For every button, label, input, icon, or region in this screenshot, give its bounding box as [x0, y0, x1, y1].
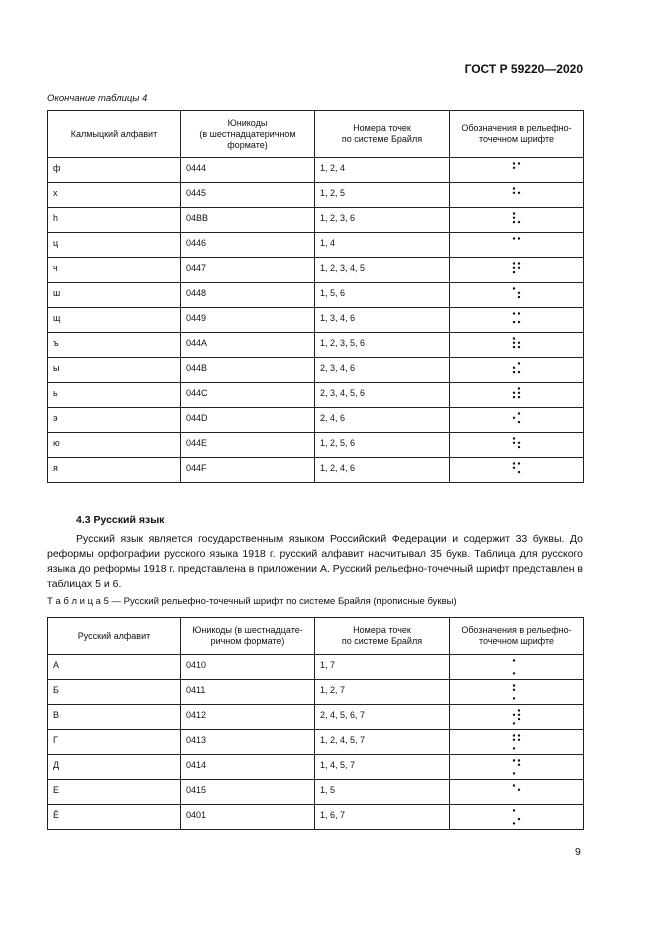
- braille-symbol-cell: [450, 780, 584, 805]
- unicode-cell: 044E: [181, 433, 315, 458]
- braille-dot-7: [512, 747, 514, 749]
- unicode-cell: 0401: [181, 805, 315, 830]
- dots-cell: 1, 2, 4, 6: [315, 458, 450, 483]
- braille-dot-7: [512, 672, 514, 674]
- braille-dot-5: [517, 392, 519, 394]
- braille-dot-5: [517, 192, 519, 194]
- letter-cell: Е: [48, 780, 181, 805]
- unicode-cell: 0411: [181, 680, 315, 705]
- braille-symbol-cell: [450, 730, 584, 755]
- braille-dot-7: [512, 822, 514, 824]
- braille-cell: [511, 286, 523, 304]
- braille-symbol-cell: [450, 755, 584, 780]
- braille-cell: [511, 783, 523, 801]
- section-paragraph: Русский язык является государственным языком Российский Федерации и содержит 33 буквы. До реформы орфографии русского языка 1918 г. русский алфавит насчитывал 35 букв. Таблица для русского языка до реформы 1918 г. представлена в приложении А. Русский рельефно-точечный шрифт представлен в таблицах 5 и 6.: [47, 533, 583, 590]
- braille-symbol-cell: [450, 208, 584, 233]
- braille-dot-7: [512, 697, 514, 699]
- braille-cell: [511, 186, 523, 204]
- dots-cell: 2, 4, 5, 6, 7: [315, 705, 450, 730]
- dots-cell: 2, 3, 4, 5, 6: [315, 383, 450, 408]
- braille-dot-1: [512, 784, 514, 786]
- braille-dot-4: [517, 387, 519, 389]
- letter-cell: х: [48, 183, 181, 208]
- braille-dot-5: [517, 267, 519, 269]
- braille-cell: [511, 386, 523, 404]
- unicode-cell: 0413: [181, 730, 315, 755]
- braille-symbol-cell: [450, 458, 584, 483]
- section-title: 4.3 Русский язык: [76, 514, 165, 526]
- table-row: [48, 358, 584, 383]
- braille-dot-5: [517, 789, 519, 791]
- letter-cell: Д: [48, 755, 181, 780]
- table5-caption: Т а б л и ц а 5 — Русский рельефно-точечный шрифт по системе Брайля (прописные буквы): [47, 596, 457, 607]
- braille-cell: [511, 461, 523, 479]
- page-number: 9: [575, 846, 581, 858]
- braille-dot-4: [517, 362, 519, 364]
- table-row: [48, 158, 584, 183]
- table-row: [48, 183, 584, 208]
- braille-symbol-cell: [450, 705, 584, 730]
- braille-dot-4: [517, 162, 519, 164]
- braille-symbol-cell: [450, 233, 584, 258]
- braille-cell: [511, 436, 523, 454]
- unicode-cell: 0444: [181, 158, 315, 183]
- table-row: [48, 680, 584, 705]
- dots-cell: 1, 2, 5, 6: [315, 433, 450, 458]
- braille-dot-6: [517, 296, 519, 298]
- braille-dot-7: [512, 772, 514, 774]
- braille-dot-4: [517, 237, 519, 239]
- dots-cell: 1, 2, 3, 5, 6: [315, 333, 450, 358]
- braille-cell: [511, 236, 523, 254]
- braille-dot-1: [512, 262, 514, 264]
- dots-cell: 1, 3, 4, 6: [315, 308, 450, 333]
- braille-cell: [511, 758, 523, 776]
- braille-symbol-cell: [450, 333, 584, 358]
- unicode-cell: 0415: [181, 780, 315, 805]
- unicode-cell: 0412: [181, 705, 315, 730]
- dots-cell: 1, 4, 5, 7: [315, 755, 450, 780]
- table-row: [48, 755, 584, 780]
- unicode-cell: 0410: [181, 655, 315, 680]
- letter-cell: я: [48, 458, 181, 483]
- table-row: [48, 433, 584, 458]
- letter-cell: Ё: [48, 805, 181, 830]
- dots-cell: 1, 4: [315, 233, 450, 258]
- letter-cell: Б: [48, 680, 181, 705]
- braille-dot-5: [517, 442, 519, 444]
- column-header: Номера точек по системе Брайля: [315, 111, 450, 158]
- braille-dot-1: [512, 684, 514, 686]
- dots-cell: 2, 3, 4, 6: [315, 358, 450, 383]
- dots-cell: 1, 7: [315, 655, 450, 680]
- letter-cell: ч: [48, 258, 181, 283]
- braille-cell: [511, 658, 523, 676]
- braille-symbol-cell: [450, 408, 584, 433]
- braille-dot-4: [517, 709, 519, 711]
- letter-cell: ш: [48, 283, 181, 308]
- braille-symbol-cell: [450, 308, 584, 333]
- letter-cell: ы: [48, 358, 181, 383]
- braille-dot-6: [517, 371, 519, 373]
- braille-dot-3: [512, 321, 514, 323]
- column-header: Калмыцкий алфавит: [48, 111, 181, 158]
- dots-cell: 1, 2, 7: [315, 680, 450, 705]
- braille-dot-3: [512, 346, 514, 348]
- dots-cell: 1, 2, 5: [315, 183, 450, 208]
- dots-cell: 1, 2, 4: [315, 158, 450, 183]
- braille-dot-2: [512, 167, 514, 169]
- table4-header-row: [48, 111, 584, 158]
- table-row: [48, 258, 584, 283]
- braille-dot-2: [512, 442, 514, 444]
- column-header: Русский алфавит: [48, 618, 181, 655]
- braille-symbol-cell: [450, 805, 584, 830]
- table-row: [48, 208, 584, 233]
- braille-dot-2: [512, 714, 514, 716]
- letter-cell: Г: [48, 730, 181, 755]
- braille-dot-6: [517, 396, 519, 398]
- letter-cell: һ: [48, 208, 181, 233]
- letter-cell: ф: [48, 158, 181, 183]
- braille-dot-1: [512, 337, 514, 339]
- braille-dot-2: [512, 739, 514, 741]
- dots-cell: 1, 6, 7: [315, 805, 450, 830]
- column-header: Юникоды (в шестнадцате- ричном формате): [181, 618, 315, 655]
- column-header: Номера точек по системе Брайля: [315, 618, 450, 655]
- braille-dot-1: [512, 659, 514, 661]
- table-row: [48, 233, 584, 258]
- table-row: [48, 458, 584, 483]
- dots-cell: 1, 2, 4, 5, 7: [315, 730, 450, 755]
- braille-symbol-cell: [450, 655, 584, 680]
- table4-body: [48, 158, 584, 483]
- letter-cell: э: [48, 408, 181, 433]
- document-header: ГОСТ Р 59220—2020: [464, 62, 583, 76]
- column-header: Обозначения в рельефно- точечном шрифте: [450, 618, 584, 655]
- table5-header-row: [48, 618, 584, 655]
- column-header: Юникоды (в шестнадцатеричном формате): [181, 111, 315, 158]
- braille-dot-6: [517, 221, 519, 223]
- braille-dot-1: [512, 462, 514, 464]
- braille-dot-1: [512, 759, 514, 761]
- unicode-cell: 044D: [181, 408, 315, 433]
- table-row: [48, 805, 584, 830]
- braille-cell: [511, 211, 523, 229]
- letter-cell: ц: [48, 233, 181, 258]
- braille-cell: [511, 336, 523, 354]
- table-row: [48, 730, 584, 755]
- braille-dot-4: [517, 312, 519, 314]
- braille-dot-5: [517, 292, 519, 294]
- braille-dot-4: [517, 759, 519, 761]
- braille-dot-4: [517, 462, 519, 464]
- column-header: Обозначения в рельефно- точечном шрифте: [450, 111, 584, 158]
- braille-dot-5: [517, 342, 519, 344]
- braille-dot-3: [512, 396, 514, 398]
- table-row: [48, 383, 584, 408]
- unicode-cell: 0445: [181, 183, 315, 208]
- braille-cell: [511, 311, 523, 329]
- unicode-cell: 044B: [181, 358, 315, 383]
- braille-cell: [511, 808, 523, 826]
- braille-dot-6: [517, 818, 519, 820]
- braille-dot-1: [512, 437, 514, 439]
- braille-dot-2: [512, 217, 514, 219]
- letter-cell: ю: [48, 433, 181, 458]
- braille-dot-6: [517, 446, 519, 448]
- dots-cell: 1, 5: [315, 780, 450, 805]
- braille-dot-2: [512, 392, 514, 394]
- braille-cell: [511, 261, 523, 279]
- braille-symbol-cell: [450, 383, 584, 408]
- table-row: [48, 705, 584, 730]
- braille-symbol-cell: [450, 258, 584, 283]
- braille-dot-4: [517, 262, 519, 264]
- braille-dot-3: [512, 221, 514, 223]
- unicode-cell: 04BB: [181, 208, 315, 233]
- braille-symbol-cell: [450, 358, 584, 383]
- table-row: [48, 333, 584, 358]
- table-row: [48, 655, 584, 680]
- braille-dot-1: [512, 212, 514, 214]
- table-4: [47, 110, 584, 483]
- braille-dot-1: [512, 287, 514, 289]
- braille-symbol-cell: [450, 158, 584, 183]
- unicode-cell: 044A: [181, 333, 315, 358]
- braille-dot-3: [512, 271, 514, 273]
- braille-dot-6: [517, 421, 519, 423]
- braille-dot-1: [512, 237, 514, 239]
- letter-cell: щ: [48, 308, 181, 333]
- braille-dot-6: [517, 718, 519, 720]
- braille-dot-5: [517, 764, 519, 766]
- braille-dot-1: [512, 187, 514, 189]
- letter-cell: ъ: [48, 333, 181, 358]
- table-row: [48, 780, 584, 805]
- braille-dot-2: [512, 417, 514, 419]
- braille-dot-6: [517, 321, 519, 323]
- braille-dot-2: [512, 467, 514, 469]
- braille-dot-4: [517, 412, 519, 414]
- dots-cell: 2, 4, 6: [315, 408, 450, 433]
- braille-cell: [511, 683, 523, 701]
- braille-symbol-cell: [450, 183, 584, 208]
- braille-dot-3: [512, 371, 514, 373]
- dots-cell: 1, 2, 3, 6: [315, 208, 450, 233]
- braille-dot-4: [517, 734, 519, 736]
- dots-cell: 1, 2, 3, 4, 5: [315, 258, 450, 283]
- table5-body: [48, 655, 584, 830]
- braille-dot-1: [512, 809, 514, 811]
- braille-symbol-cell: [450, 433, 584, 458]
- braille-dot-6: [517, 471, 519, 473]
- braille-dot-2: [512, 342, 514, 344]
- letter-cell: В: [48, 705, 181, 730]
- braille-dot-1: [512, 312, 514, 314]
- braille-dot-5: [517, 714, 519, 716]
- braille-cell: [511, 733, 523, 751]
- braille-dot-1: [512, 734, 514, 736]
- unicode-cell: 044F: [181, 458, 315, 483]
- table-row: [48, 308, 584, 333]
- table-row: [48, 408, 584, 433]
- braille-dot-2: [512, 367, 514, 369]
- braille-dot-2: [512, 267, 514, 269]
- braille-cell: [511, 708, 523, 726]
- unicode-cell: 044C: [181, 383, 315, 408]
- unicode-cell: 0414: [181, 755, 315, 780]
- letter-cell: А: [48, 655, 181, 680]
- unicode-cell: 0446: [181, 233, 315, 258]
- braille-dot-1: [512, 162, 514, 164]
- unicode-cell: 0448: [181, 283, 315, 308]
- braille-dot-2: [512, 689, 514, 691]
- braille-dot-7: [512, 722, 514, 724]
- braille-dot-5: [517, 739, 519, 741]
- braille-cell: [511, 411, 523, 429]
- braille-cell: [511, 161, 523, 179]
- braille-dot-6: [517, 346, 519, 348]
- table-5: [47, 617, 584, 830]
- unicode-cell: 0449: [181, 308, 315, 333]
- unicode-cell: 0447: [181, 258, 315, 283]
- letter-cell: ь: [48, 383, 181, 408]
- table4-caption: Окончание таблицы 4: [47, 93, 148, 104]
- braille-dot-2: [512, 192, 514, 194]
- braille-cell: [511, 361, 523, 379]
- braille-symbol-cell: [450, 283, 584, 308]
- table-row: [48, 283, 584, 308]
- dots-cell: 1, 5, 6: [315, 283, 450, 308]
- braille-symbol-cell: [450, 680, 584, 705]
